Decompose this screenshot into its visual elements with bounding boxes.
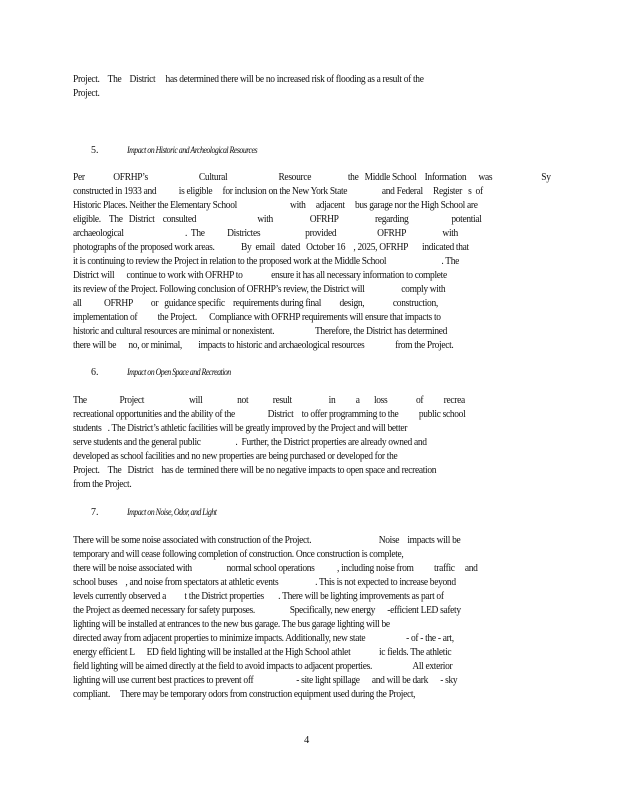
section-5-line: implementation of the Project. Compliance with OFRHP requirements will ensure that impacts to — [73, 312, 441, 323]
section-6-line: recreational opportunities and the ability of the District to offer programming to the public school — [73, 409, 466, 420]
section-5-heading: Impact on Historic and Archeological Resources — [127, 145, 258, 155]
section-7-number: 7. — [91, 507, 99, 518]
section-6-line: The Project will not result in a loss of recrea — [73, 395, 465, 406]
section-7-line: There will be some noise associated with construction of the Project. Noise impacts will be — [73, 535, 461, 546]
section-7-line: energy efficient L ED field lighting will be installed at the High School athlet ic fields. The athletic — [73, 647, 452, 658]
section-7-line: school buses , and noise from spectators at athletic events . This is not expected to increase beyond — [73, 577, 456, 588]
section-5-line: there will be no, or minimal, impacts to historic and archaeological resources from the Project. — [73, 340, 454, 351]
section-6-line: serve students and the general public . Further, the District properties are already owned and — [73, 437, 427, 448]
section-6-line: students . The District’s athletic facilities will be greatly improved by the Project and will better — [73, 423, 408, 434]
section-7-line: lighting will be installed at entrances to the new bus garage. The bus garage lighting will be — [73, 619, 390, 630]
section-5-number: 5. — [91, 145, 99, 156]
section-7-line: the Project as deemed necessary for safety purposes. Specifically, new energy -efficient LED safety — [73, 605, 461, 616]
section-7-heading: Impact on Noise, Odor, and Light — [127, 507, 217, 517]
section-5-line: Historic Places. Neither the Elementary School with adjacent bus garage nor the High School are — [73, 200, 478, 211]
section-5-line: constructed in 1933 and is eligible for inclusion on the New York State and Federal Register s of — [73, 186, 483, 197]
section-5-line: it is continuing to review the Project in relation to the proposed work at the Middle School . The — [73, 256, 460, 267]
section-5-line: all OFRHP or guidance specific requirements during final design, construction, — [73, 298, 438, 309]
section-6-number: 6. — [91, 367, 99, 378]
section-6-line: developed as school facilities and no new properties are being purchased or developed for the — [73, 451, 398, 462]
section-5-line: photographs of the proposed work areas. By email dated October 16 , 2025, OFRHP indicated that — [73, 242, 469, 253]
section-7-line: lighting will use current best practices to prevent off - site light spillage and will be dark - sky — [73, 675, 458, 686]
page-number: 4 — [304, 735, 310, 746]
section-6-line: Project. The District has de termined there will be no negative impacts to open space and recreation — [73, 465, 437, 476]
section-6-line: from the Project. — [73, 479, 132, 490]
section-7-line: temporary and will cease following completion of construction. Once construction is complete, — [73, 549, 404, 560]
section-7-line: there will be noise associated with normal school operations , including noise from traffic and — [73, 563, 478, 574]
section-5-line: eligible. The District consulted with OFRHP regarding potential — [73, 214, 482, 225]
intro-line: Project. — [73, 88, 100, 99]
section-7-line: field lighting will be aimed directly at the field to avoid impacts to adjacent properties. All exterior — [73, 661, 453, 672]
section-5-line: Per OFRHP’s Cultural Resource the Middle School Information was Sy — [73, 172, 551, 183]
section-7-line: directed away from adjacent properties to minimize impacts. Additionally, new state - of - the - art, — [73, 633, 454, 644]
section-7-line: compliant. There may be temporary odors from construction equipment used during the Project, — [73, 689, 416, 700]
section-5-line: historic and cultural resources are minimal or nonexistent. Therefore, the District has determined — [73, 326, 448, 337]
section-5-line: its review of the Project. Following conclusion of OFRHP’s review, the District will comply with — [73, 284, 446, 295]
section-7-line: levels currently observed a t the District properties . There will be lighting improvements as part of — [73, 591, 444, 602]
section-5-line: archaeological . The Districtes provided OFRHP with — [73, 228, 458, 239]
intro-line: Project. The District has determined there will be no increased risk of flooding as a result of the — [73, 74, 424, 85]
section-6-heading: Impact on Open Space and Recreation — [127, 367, 231, 377]
section-5-line: District will continue to work with OFRHP to ensure it has all necessary information to complete — [73, 270, 447, 281]
